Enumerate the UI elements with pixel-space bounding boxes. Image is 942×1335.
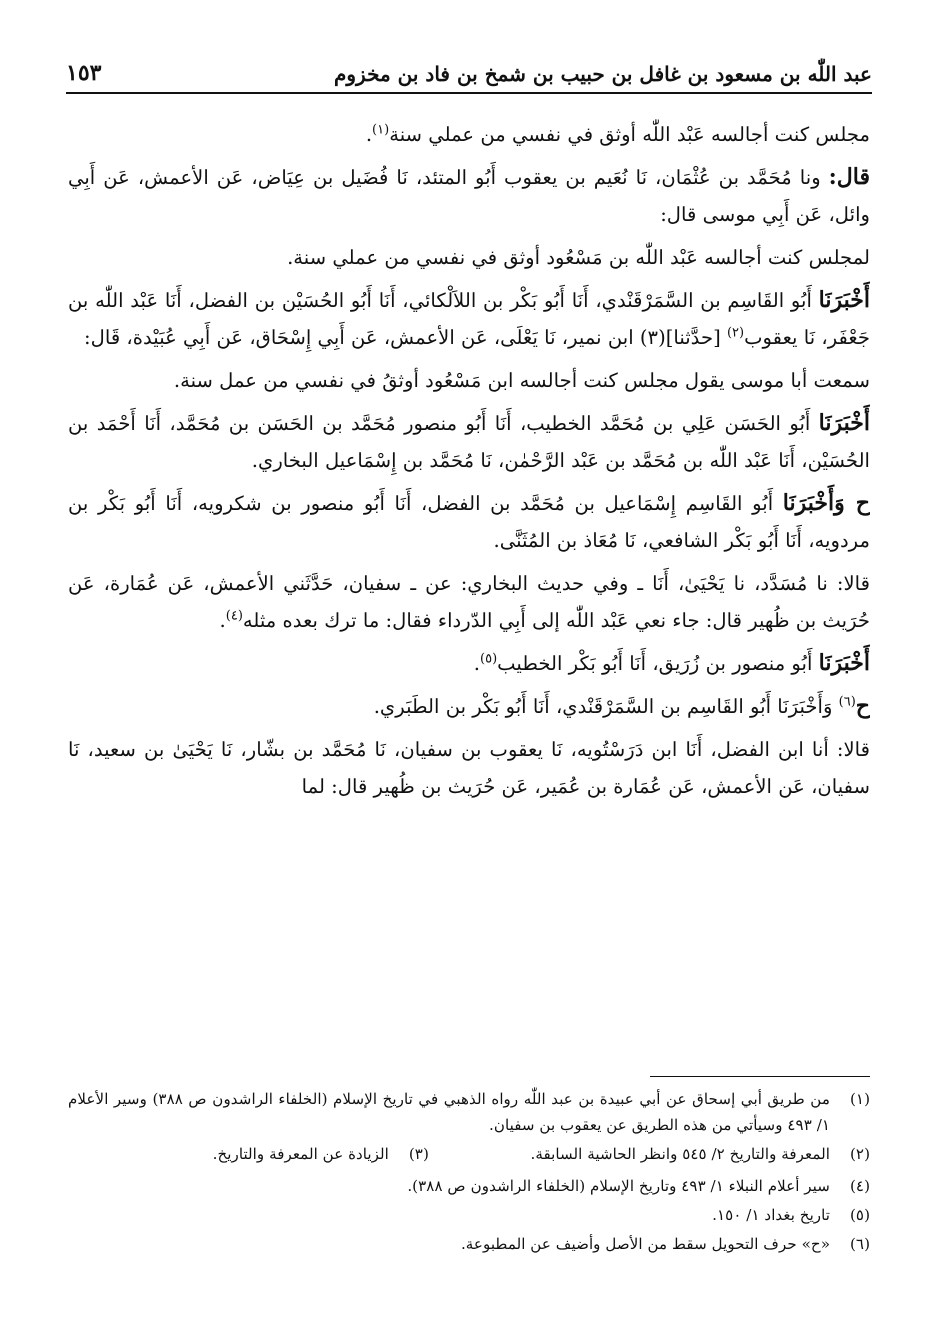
page-header [66, 52, 872, 94]
footnote [429, 1141, 870, 1167]
footnote-ref: (٦) [838, 694, 856, 710]
footnote-row [68, 1141, 870, 1170]
paragraph-tail: . [219, 609, 226, 632]
paragraph [68, 485, 870, 559]
footnote-number: (٢) [849, 1145, 870, 1163]
paragraph [68, 731, 870, 805]
paragraph-lead: أَخْبَرَنَا [818, 410, 870, 436]
paragraph [68, 116, 870, 153]
paragraph-text: أَبُو منصور بن زُرَيق، أَنَا أَبُو بَكْر الخطيب [497, 652, 819, 675]
footnote-number: (٦) [849, 1235, 870, 1253]
paragraph-text: لمجلس كنت أجالسه عَبْد اللّٰه بن مَسْعُود أوثق في نفسي من عملي سنة. [287, 246, 870, 269]
footnote-text: سير أعلام النبلاء ١/ ٤٩٣ وتاريخ الإسلام (الخلفاء الراشدون ص ٣٨٨). [407, 1177, 830, 1195]
paragraph [68, 362, 870, 399]
paragraph [68, 405, 870, 479]
paragraph-text: سمعت أبا موسى يقول مجلس كنت أجالسه ابن مَسْعُود أوثقُ في نفسي من عمل سنة. [173, 369, 870, 392]
paragraph [68, 565, 870, 639]
paragraph [68, 282, 870, 356]
paragraph-lead: أَخْبَرَنَا [818, 287, 870, 313]
paragraph-tail: . [365, 123, 373, 146]
footnote-ref: (٤) [225, 608, 243, 624]
running-title: عبد اللّٰه بن مسعود بن غافل بن حبيب بن شمخ بن فاد بن مخزوم [334, 62, 872, 86]
footnote [68, 1202, 870, 1228]
paragraph [68, 645, 870, 682]
main-text [68, 116, 870, 1062]
footnote [68, 1141, 429, 1167]
paragraph-lead: ح [855, 693, 870, 719]
paragraph [68, 239, 870, 276]
paragraph-lead: ح وَأَخْبَرَنَا [782, 490, 870, 516]
footnote-text: المعرفة والتاريخ ٢/ ٥٤٥ وانظر الحاشية السابقة. [530, 1145, 830, 1163]
footnote-ref: (١) [372, 122, 390, 138]
page-number: ١٥٣ [66, 60, 102, 86]
footnote [68, 1173, 870, 1199]
paragraph-text: ونا مُحَمَّد بن عُثْمَان، نَا نُعَيم بن يعقوب أَبُو المتئد، نَا فُضَيل بن عِيَاض، عَن الأعمش، عَن أَبِي وائل، عَن أَبِي موسى قال: [68, 166, 870, 226]
footnote-number: (٣) [408, 1145, 429, 1163]
footnote-number: (٥) [849, 1206, 870, 1224]
paragraph-lead: قال: [828, 164, 870, 190]
paragraph-lead: أَخْبَرَنَا [818, 650, 870, 676]
paragraph-text: أَبُو الحَسَن عَلِي بن مُحَمَّد الخطيب، أَنَا أَبُو منصور مُحَمَّد بن الحَسَن بن مُحَمَّد، أَنَا أَحْمَد بن الحُسَيْن، أَنَا عَبْد اللّٰه بن مُحَمَّد بن عَبْد الرَّحْمٰن، نَا مُحَمَّد بن إِسْمَاعيل البخاري. [68, 412, 870, 472]
footnotes [68, 1086, 870, 1276]
paragraph-text: قالا: أنا ابن الفضل، أَنَا ابن دَرَسْتُويه، نَا يعقوب بن سفيان، نَا مُحَمَّد بن بشّار، نَا يَحْيَىٰ بن سعيد، نَا سفيان، عَن الأعمش، عَن عُمَارة بن عُمَير، عَن حُرَيث بن ظُهير قال: لما [68, 738, 870, 798]
footnote-ref: (٥) [480, 651, 498, 667]
footnote-number: (٤) [849, 1177, 870, 1195]
footnote-text: «ح» حرف التحويل سقط من الأصل وأضيف عن المطبوعة. [460, 1235, 830, 1253]
paragraph-tail: وَأَخْبَرَنَا أَبُو القَاسِم بن السَّمَرْقَنْدي، أَنَا أَبُو بَكْر بن الطَبَري. [373, 695, 839, 718]
paragraph [68, 688, 870, 725]
paragraph-text: أَبُو القَاسِم إِسْمَاعيل بن مُحَمَّد بن الفضل، أَنَا أَبُو منصور بن شكرويه، أَنَا أَبُو بَكْر بن مردويه، أَنَا أَبُو بَكْر الشافعي، نَا مُعَاذ بن المُثَنَّى. [68, 492, 870, 552]
footnote-text: الزيادة عن المعرفة والتاريخ. [212, 1145, 389, 1163]
paragraph-tail: [حدَّثنا](٣) ابن نمير، نَا يَعْلَى، عَن الأعمش، عَن أَبِي إِسْحَاق، عَن أَبِي عُبَيْدة، قَال: [84, 326, 727, 349]
paragraph-text: أَبُو القَاسِم بن السَّمَرْقَنْدي، أَنَا أَبُو بَكْر بن اللاَلْكائي، أَنَا أَبُو الحُسَيْن بن الفضل، أَنَا عَبْد اللّٰه بن جَعْفَر، نَا يعقوب [68, 289, 870, 349]
paragraph-text: قالا: نا مُسَدَّد، نا يَحْيَىٰ، أَنَا ـ وفي حديث البخاري: عن ـ سفيان، حَدَّثَني الأعمش، عَن عُمَارة، عَن حُرَيث بن ظُهير قال: جاء نعي عَبْد اللّٰه إلى أَبِي الدّرداء فقال: ما ترك بعده مثله [68, 572, 870, 632]
paragraph-text: مجلس كنت أجالسه عَبْد اللّٰه أوثق في نفسي من عملي سنة [389, 123, 870, 146]
footnote-text: من طريق أبي إسحاق عن أبي عبيدة بن عبد اللّٰه رواه الذهبي في تاريخ الإسلام (الخلفاء الراشدون ص ٣٨٨) وسير الأعلام ١/ ٤٩٣ وسيأتي من هذه الطريق عن يعقوب بن سفيان. [68, 1090, 831, 1134]
footnote-number: (١) [849, 1090, 870, 1108]
footnote [68, 1086, 870, 1138]
paragraph-tail: . [473, 652, 481, 675]
footnote [68, 1231, 870, 1257]
paragraph [68, 159, 870, 233]
footnote-separator [650, 1076, 870, 1077]
footnote-ref: (٢) [726, 325, 745, 341]
footnote-text: تاريخ بغداد ١/ ١٥٠. [712, 1206, 830, 1224]
